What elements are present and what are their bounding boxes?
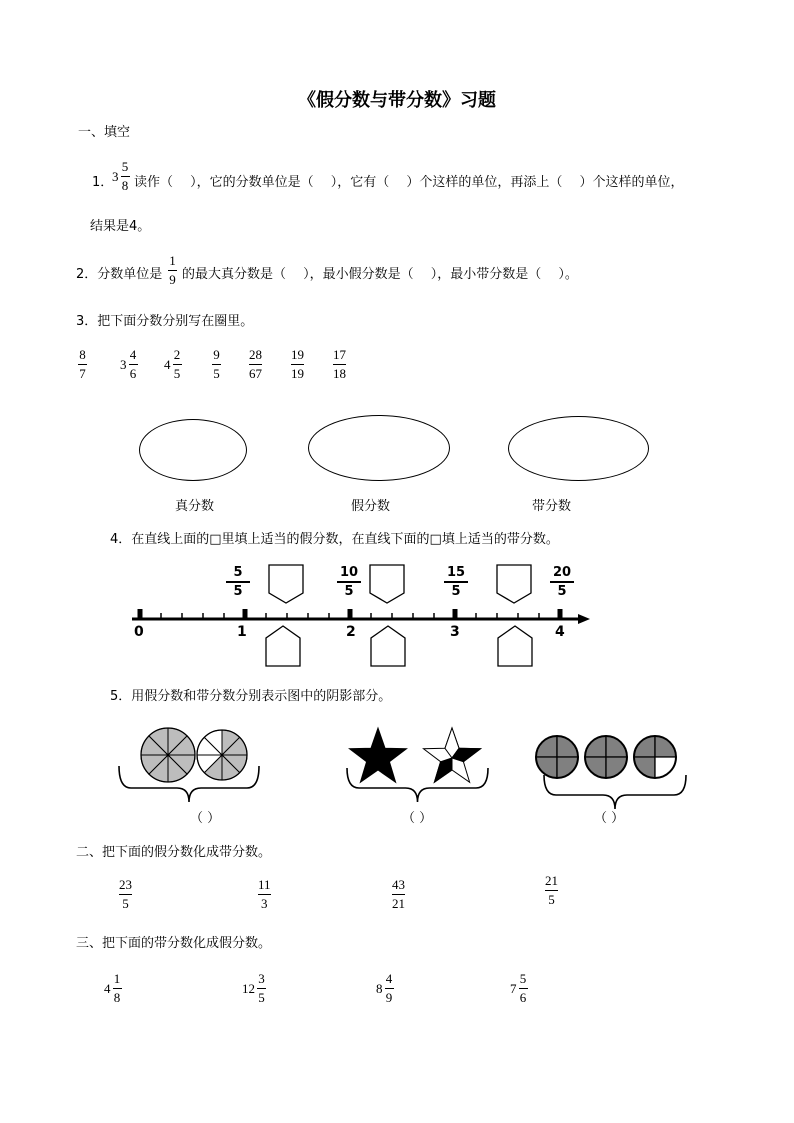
fraction [257,972,266,1005]
denominator: 6 [129,366,137,381]
fraction [119,878,132,911]
q4-text: 4．在直线上面的□里填上适当的假分数，在直线下面的□填上适当的带分数。 [110,532,559,547]
section3-mixed-item [104,972,122,1005]
whole-number: 3 [120,356,127,372]
q1-denominator: 8 [121,178,129,193]
q1-text: 读作（ ），它的分数单位是（ ），它有（ ）个这样的单位，再添上（ ）个这样的单位， [134,175,684,190]
section3-mixed-item [376,972,394,1005]
fraction [519,972,528,1005]
q5-answer-3[interactable]: （ ） [594,811,625,826]
denominator: 3 [261,896,268,911]
quarter-circle [536,736,578,778]
section3-mixed-item [510,972,528,1005]
q2-prefix: 2．分数单位是 [76,267,163,282]
denominator: 21 [392,896,405,911]
q5-answer-1[interactable]: （ ） [190,811,221,826]
numerator: 19 [291,347,304,362]
fraction [385,972,394,1005]
denominator: 5 [173,366,181,381]
denominator: 7 [79,366,86,381]
brace [544,775,686,809]
numerator: 1 [113,971,121,986]
numerator: 4 [385,971,393,986]
whole-number: 4 [164,356,171,372]
tick-label: 4 [555,624,565,640]
tick-label: 2 [346,624,356,640]
denominator: 18 [333,366,346,381]
q5-text: 5．用假分数和带分数分别表示图中的阴影部分。 [110,689,392,704]
label-improper: 假分数 [351,499,391,514]
numerator: 43 [392,877,405,892]
q2-text: 的最大真分数是（ ），最小假分数是（ ），最小带分数是（ ）。 [182,267,578,282]
q2-numerator: 1 [169,253,176,268]
section3-heading: 三、把下面的带分数化成假分数。 [76,936,272,951]
star-full [349,728,406,782]
fraction-bar [385,988,394,989]
numerator: 20 [552,565,572,580]
fraction-bar [519,988,528,989]
denominator: 5 [258,990,265,1005]
section2-fraction-item [392,878,405,911]
whole-number: 4 [104,980,111,996]
section1-heading: 一、填空 [78,125,131,140]
denominator: 5 [213,366,220,381]
fraction-bar [258,894,271,895]
label-mixed: 带分数 [532,499,572,514]
section2-fraction-item [119,878,132,911]
fraction [113,972,122,1005]
numerator: 4 [129,347,137,362]
tick-label: 0 [134,624,144,640]
q2-denominator: 9 [169,272,176,287]
denominator: 19 [291,366,304,381]
fraction-bar [545,890,558,891]
whole-number: 12 [242,980,255,996]
fraction [392,878,405,911]
fraction-bar [119,894,132,895]
fraction-bar [113,988,122,989]
numerator: 5 [519,971,527,986]
q1-text2: 结果是4。 [90,219,151,234]
fraction-circle [197,730,247,780]
denominator: 5 [451,584,461,599]
tick-label: 3 [450,624,460,640]
denominator: 5 [233,584,243,599]
denominator: 6 [519,990,527,1005]
tick-label: 1 [237,624,247,640]
fraction-circle [141,728,195,782]
whole-number: 8 [376,980,383,996]
q5-answer-2[interactable]: （ ） [402,811,433,826]
section2-fraction-item [545,874,558,907]
q3-text: 3．把下面分数分别写在圈里。 [76,314,254,329]
denominator: 5 [548,892,555,907]
fraction-bar [392,894,405,895]
q1-whole: 3 [112,168,119,184]
whole-number: 7 [510,980,517,996]
numerator: 9 [213,347,220,362]
page-title: 《假分数与带分数》习题 [298,90,496,111]
numerator: 11 [258,877,271,892]
denominator: 5 [344,584,354,599]
numerator: 10 [339,565,359,580]
star-wedge [434,758,452,782]
quarter-circle [585,736,627,778]
fraction [545,874,558,907]
numerator: 23 [119,877,132,892]
q1-numerator: 5 [121,159,129,174]
fraction [258,878,271,911]
fraction-bar [257,988,266,989]
numerator: 5 [233,565,243,580]
denominator: 9 [385,990,393,1005]
denominator: 8 [113,990,121,1005]
section2-heading: 二、把下面的假分数化成带分数。 [76,845,272,860]
numerator: 3 [258,971,265,986]
denominator: 5 [122,896,129,911]
numerator: 15 [446,565,466,580]
denominator: 5 [557,584,567,599]
q1-prefix: 1． [92,175,114,190]
quarter-circle [634,736,676,778]
label-proper: 真分数 [175,499,215,514]
numerator: 28 [249,347,262,362]
numerator: 8 [79,347,86,362]
denominator: 67 [249,366,262,381]
section3-mixed-item [242,972,266,1005]
numerator: 2 [173,347,181,362]
numerator: 17 [333,347,346,362]
section2-fraction-item [258,878,271,911]
numerator: 21 [545,873,558,888]
